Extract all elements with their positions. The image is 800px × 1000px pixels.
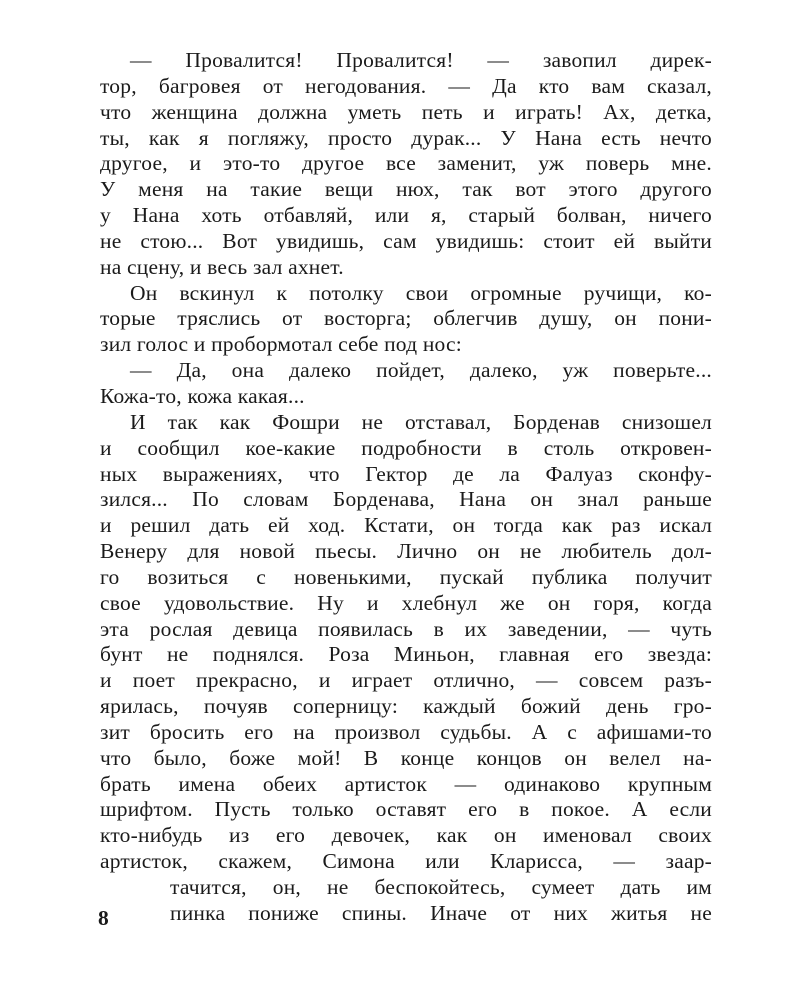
text-line: и сообщил кое-какие подробности в столь откровен-: [100, 435, 712, 460]
text-line: не стою... Вот увидишь, сам увидишь: стоит ей выйти: [100, 228, 712, 253]
text-line: шрифтом. Пусть только оставят его в покое. А если: [100, 797, 712, 822]
text-line: ты, как я погляжу, просто дурак... У Нана есть нечто: [100, 125, 712, 150]
text-line: брать имена обеих артисток — одинаково крупным: [100, 771, 712, 796]
text-line: что было, боже мой! В конце концов он велел на-: [100, 745, 712, 770]
text-line: пинка пониже спины. Иначе от них житья не: [170, 900, 712, 925]
text-line: ных выражениях, что Гектор де ла Фалуаз сконфу-: [100, 461, 712, 486]
text-line: Венеру для новой пьесы. Лично он не любитель дол-: [100, 539, 712, 564]
text-line: зил голос и пробормотал себе под нос:: [100, 332, 462, 357]
text-line: артисток, скажем, Симона или Кларисса, — заар-: [100, 849, 712, 874]
text-line: Он вскинул к потолку свои огромные ручищи, ко-: [130, 280, 712, 305]
text-line: И так как Фошри не отставал, Борденав снизошел: [130, 409, 712, 434]
text-line: — Да, она далеко пойдет, далеко, уж поверьте...: [130, 358, 712, 383]
text-line: зился... По словам Борденава, Нана он знал раньше: [100, 487, 712, 512]
text-line: свое удовольствие. Ну и хлебнул же он горя, когда: [100, 590, 712, 615]
text-line: У меня на такие вещи нюх, так вот этого другого: [100, 177, 712, 202]
text-line: бунт не поднялся. Роза Миньон, главная его звезда:: [100, 642, 712, 667]
text-line: другое, и это-то другое все заменит, уж поверь мне.: [100, 151, 712, 176]
text-line: у Нана хоть отбавляй, или я, старый болван, ничего: [100, 203, 712, 228]
text-line: — Провалится! Провалится! — завопил дирек-: [130, 48, 712, 72]
text-line: го возиться с новенькими, пускай публика получит: [100, 564, 712, 589]
text-line: тор, багровея от негодования. — Да кто вам сказал,: [100, 73, 712, 98]
page-text: [100, 48, 712, 927]
text-line: тачится, он, не беспокойтесь, сумеет дать им: [170, 875, 712, 899]
text-line: на сцену, и весь зал ахнет.: [100, 254, 344, 279]
text-line: и решил дать ей ход. Кстати, он тогда как раз искал: [100, 513, 712, 538]
text-line: ярилась, почуяв соперницу: каждый божий день гро-: [100, 694, 712, 719]
text-line: зит бросить его на произвол судьбы. А с афишами-то: [100, 719, 712, 744]
text-line: и поет прекрасно, и играет отлично, — совсем разъ-: [100, 668, 712, 693]
text-line: Кожа-то, кожа какая...: [100, 383, 305, 408]
page-number: 8: [98, 906, 109, 930]
text-line: кто-нибудь из его девочек, как он именовал своих: [100, 823, 712, 848]
text-line: что женщина должна уметь петь и играть! Ах, детка,: [100, 99, 712, 124]
text-line: торые тряслись от восторга; облегчив душу, он пони-: [100, 306, 712, 331]
text-line: эта рослая девица появилась в их заведении, — чуть: [100, 616, 712, 641]
